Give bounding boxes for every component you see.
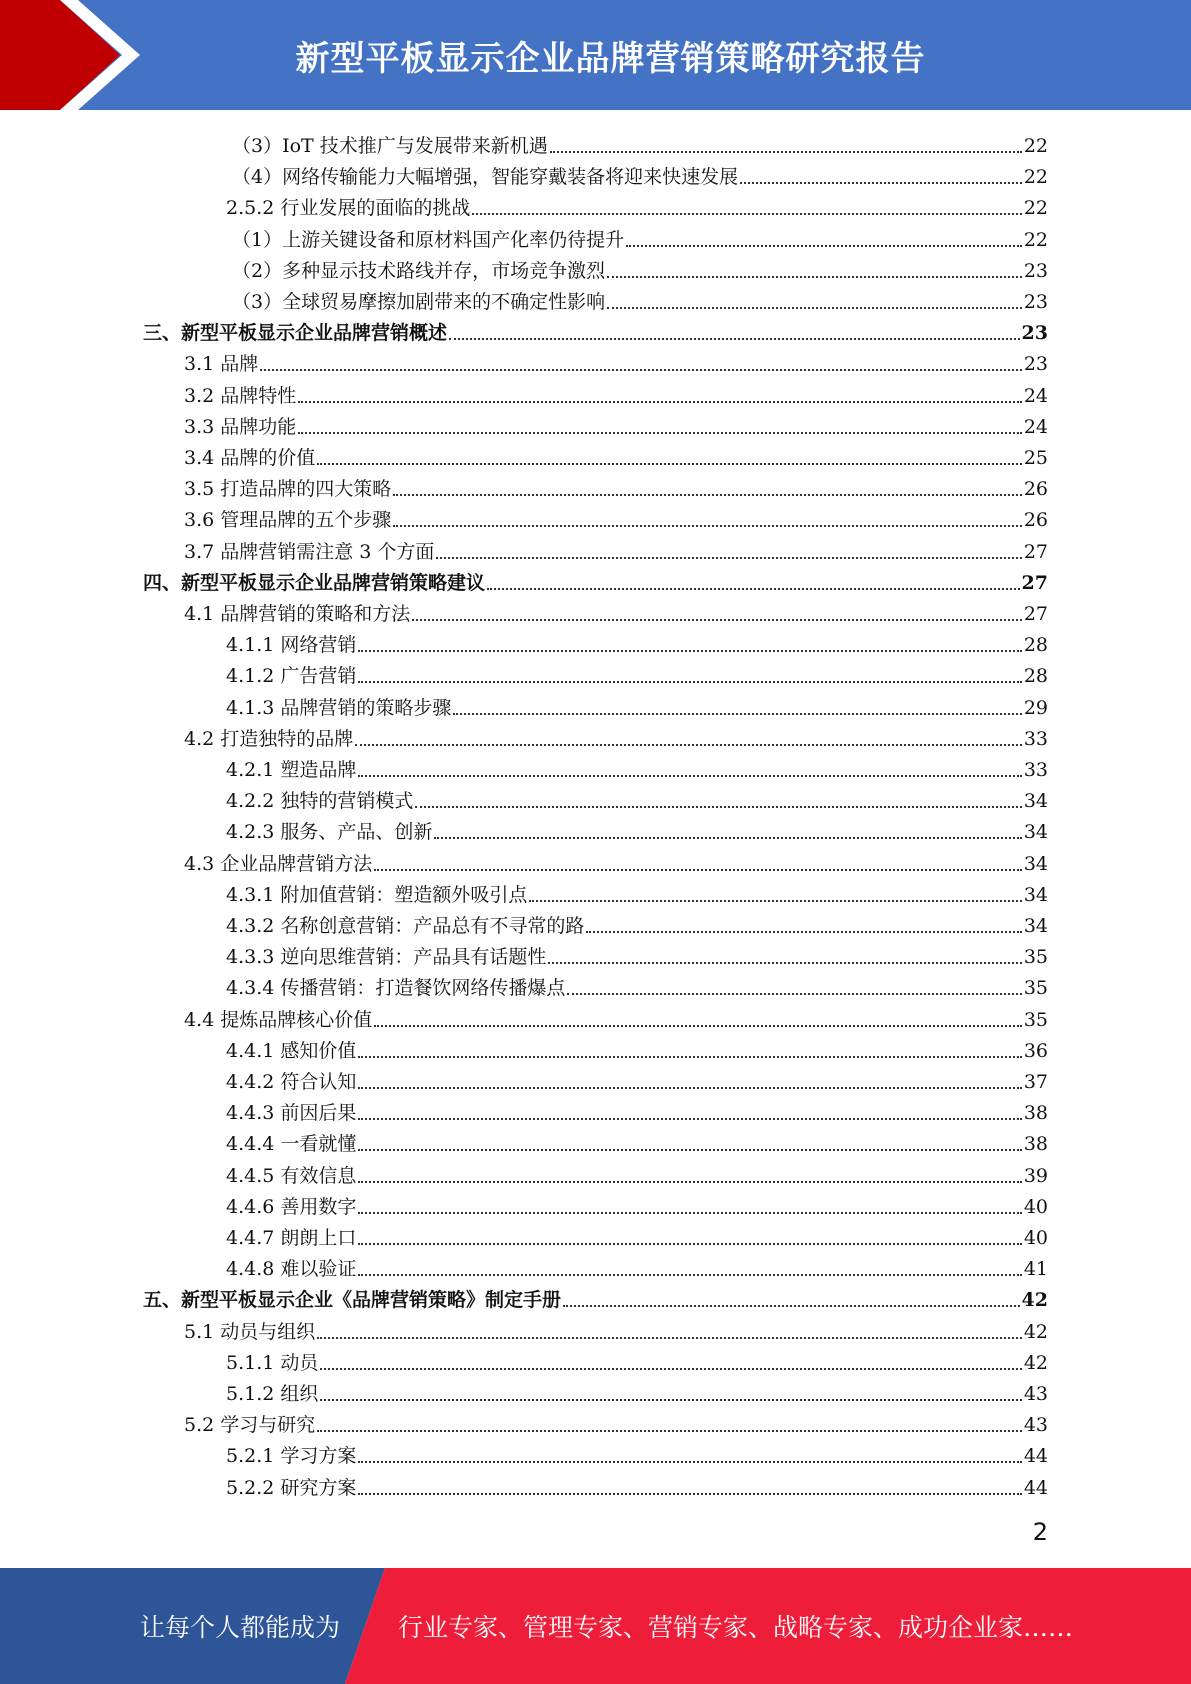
toc-entry[interactable]	[226, 1094, 1048, 1125]
toc-dot-leader	[586, 931, 1021, 933]
toc-entry-label: 4.4.3 前因后果	[226, 1102, 357, 1125]
toc-entry-label: 3.7 品牌营销需注意 3 个方面	[184, 540, 435, 563]
toc-dot-leader	[626, 245, 1022, 247]
toc-entry[interactable]	[226, 1250, 1048, 1281]
toc-entry-page: 36	[1023, 1039, 1048, 1062]
toc-entry-page: 39	[1023, 1164, 1048, 1187]
toc-entry-label: 4.1.2 广告营销	[226, 665, 357, 688]
toc-entry-label: 四、新型平板显示企业品牌营销策略建议	[143, 571, 486, 594]
page-header	[0, 0, 1191, 110]
toc-dot-leader	[453, 713, 1021, 715]
toc-dot-leader	[550, 151, 1022, 153]
toc-entry-label: 5.2 学习与研究	[184, 1414, 316, 1437]
toc-dot-leader	[317, 463, 1022, 465]
toc-entry-page: 35	[1023, 977, 1048, 1000]
toc-entry-label: 4.3.3 逆向思维营销：产品具有话题性	[226, 946, 547, 969]
toc-entry[interactable]	[232, 158, 1048, 189]
toc-entry[interactable]	[143, 1281, 1048, 1312]
toc-entry-label: （3）全球贸易摩擦加剧带来的不确定性影响	[232, 291, 606, 313]
toc-entry-page: 26	[1023, 509, 1048, 532]
toc-entry-label: 3.1 品牌	[184, 353, 259, 376]
toc-entry-label: 4.4 提炼品牌核心价值	[184, 1008, 373, 1031]
footer-slogan-left: 让每个人都能成为	[140, 1613, 341, 1642]
toc-entry[interactable]	[184, 1406, 1048, 1437]
toc-dot-leader	[317, 1337, 1022, 1339]
toc-dot-leader	[358, 1243, 1021, 1245]
toc-entry-label: 4.4.1 感知价值	[226, 1039, 357, 1062]
toc-entry-label: 5.2.2 研究方案	[226, 1476, 357, 1499]
toc-dot-leader	[358, 1181, 1021, 1183]
toc-dot-leader	[358, 1087, 1021, 1089]
toc-dot-leader	[607, 276, 1022, 278]
footer-slogan-right: 行业专家、管理专家、营销专家、战略专家、成功企业家……	[398, 1613, 1074, 1642]
toc-dot-leader	[412, 619, 1022, 621]
toc-dot-leader	[487, 588, 1020, 590]
toc-entry-page: 27	[1023, 603, 1048, 625]
toc-entry-label: 4.1 品牌营销的策略和方法	[184, 603, 411, 625]
toc-entry-page: 24	[1023, 415, 1048, 438]
toc-entry-page: 35	[1023, 1008, 1048, 1031]
toc-entry[interactable]	[226, 782, 1048, 813]
toc-entry[interactable]	[226, 626, 1048, 657]
toc-dot-leader	[358, 1274, 1021, 1276]
toc-entry-page: 27	[1023, 540, 1048, 563]
toc-entry[interactable]	[226, 813, 1048, 844]
toc-entry-label: 3.6 管理品牌的五个步骤	[184, 509, 392, 532]
toc-entry[interactable]	[226, 907, 1048, 938]
toc-entry-label: 4.3.4 传播营销：打造餐饮网络传播爆点	[226, 977, 566, 1000]
toc-dot-leader	[374, 1025, 1022, 1027]
toc-entry[interactable]	[226, 1063, 1048, 1094]
toc-dot-leader	[260, 369, 1022, 371]
toc-entry-page: 28	[1023, 665, 1048, 688]
toc-entry-page: 40	[1023, 1227, 1048, 1249]
toc-entry[interactable]	[184, 470, 1048, 501]
toc-entry-page: 33	[1023, 759, 1048, 781]
toc-entry-label: 4.1.3 品牌营销的策略步骤	[226, 696, 452, 719]
toc-entry-label: 4.4.6 善用数字	[226, 1195, 357, 1218]
toc-entry-page: 34	[1023, 915, 1048, 937]
toc-entry[interactable]	[226, 1125, 1048, 1156]
toc-entry[interactable]	[184, 845, 1048, 876]
toc-dot-leader	[393, 494, 1022, 496]
toc-entry-page: 44	[1023, 1445, 1048, 1468]
toc-entry-label: 4.3.2 名称创意营销：产品总有不寻常的路	[226, 915, 585, 937]
toc-entry[interactable]	[226, 1157, 1048, 1188]
toc-entry-label: 2.5.2 行业发展的面临的挑战	[226, 197, 471, 220]
toc-dot-leader	[358, 1149, 1021, 1151]
toc-entry[interactable]	[226, 938, 1048, 969]
toc-entry-page: 34	[1023, 821, 1048, 844]
toc-entry[interactable]	[184, 533, 1048, 564]
toc-entry-label: （2）多种显示技术路线并存，市场竞争激烈	[232, 259, 606, 282]
toc-entry-page: 37	[1023, 1071, 1048, 1093]
toc-entry-page: 23	[1023, 291, 1048, 313]
toc-dot-leader	[358, 681, 1021, 683]
toc-entry-label: 4.4.5 有效信息	[226, 1164, 357, 1187]
toc-entry-label: （3）IoT 技术推广与发展带来新机遇	[232, 135, 548, 157]
toc-entry-page: 34	[1023, 883, 1048, 906]
toc-entry[interactable]	[232, 127, 1048, 158]
toc-entry-page: 38	[1023, 1102, 1048, 1125]
toc-entry[interactable]	[226, 189, 1048, 220]
toc-entry-page: 34	[1023, 852, 1048, 875]
toc-entry-page: 23	[1023, 259, 1048, 282]
toc-entry-page: 43	[1023, 1414, 1048, 1437]
toc-entry-page: 22	[1023, 197, 1048, 220]
toc-entry[interactable]	[226, 1188, 1048, 1219]
toc-entry-page: 26	[1023, 478, 1048, 501]
toc-dot-leader	[436, 557, 1021, 559]
toc-entry-page: 29	[1023, 696, 1048, 719]
toc-entry-page: 35	[1023, 946, 1048, 969]
toc-dot-leader	[529, 900, 1021, 902]
toc-entry[interactable]	[226, 1437, 1048, 1468]
toc-entry[interactable]	[226, 1344, 1048, 1375]
toc-entry[interactable]	[226, 1219, 1048, 1250]
toc-entry[interactable]	[226, 876, 1048, 907]
toc-dot-leader	[358, 1118, 1021, 1120]
toc-entry-label: 4.2.1 塑造品牌	[226, 759, 357, 781]
toc-entry[interactable]	[226, 657, 1048, 688]
toc-entry-page: 41	[1023, 1258, 1048, 1281]
toc-dot-leader	[355, 744, 1022, 746]
toc-entry-label: 3.4 品牌的价值	[184, 447, 316, 469]
toc-entry-label: 4.2.3 服务、产品、创新	[226, 821, 433, 844]
toc-entry-label: 4.1.1 网络营销	[226, 634, 357, 657]
toc-entry-page: 22	[1023, 135, 1048, 157]
toc-dot-leader	[393, 525, 1022, 527]
toc-entry-page: 43	[1023, 1383, 1048, 1405]
toc-dot-leader	[298, 432, 1022, 434]
toc-entry-label: 4.3 企业品牌营销方法	[184, 852, 373, 875]
toc-entry-page: 34	[1023, 790, 1048, 813]
toc-entry-label: 5.1 动员与组织	[184, 1320, 316, 1343]
toc-entry[interactable]	[143, 314, 1048, 345]
toc-entry-page: 22	[1023, 166, 1048, 189]
toc-entry[interactable]	[184, 345, 1048, 376]
toc-dot-leader	[374, 869, 1022, 871]
toc-entry-page: 44	[1023, 1476, 1048, 1499]
toc-entry[interactable]	[226, 1469, 1048, 1500]
toc-dot-leader	[607, 307, 1022, 309]
toc-entry-page: 42	[1023, 1351, 1048, 1374]
toc-entry[interactable]	[184, 377, 1048, 408]
toc-dot-leader	[472, 213, 1021, 215]
report-title: 新型平板显示企业品牌营销策略研究报告	[295, 38, 926, 79]
toc-entry-page: 23	[1023, 353, 1048, 376]
toc-entry-page: 28	[1023, 634, 1048, 657]
toc-entry-label: 4.2 打造独特的品牌	[184, 727, 354, 750]
toc-dot-leader	[563, 1305, 1020, 1307]
toc-entry-label: 4.2.2 独特的营销模式	[226, 790, 414, 813]
toc-entry-label: 4.4.2 符合认知	[226, 1071, 357, 1093]
toc-dot-leader	[358, 650, 1021, 652]
toc-entry-label: 4.4.7 朗朗上口	[226, 1227, 357, 1249]
toc-entry-label: 4.4.4 一看就懂	[226, 1133, 357, 1156]
toc-entry-page: 24	[1023, 384, 1048, 407]
toc-dot-leader	[740, 182, 1022, 184]
toc-entry-page: 22	[1023, 228, 1048, 251]
toc-entry-label: 5.1.1 动员	[226, 1351, 319, 1374]
toc-dot-leader	[320, 1368, 1021, 1370]
toc-entry-page: 42	[1021, 1289, 1048, 1312]
toc-entry[interactable]	[232, 252, 1048, 283]
page-number: 2	[1032, 1518, 1048, 1546]
toc-entry[interactable]	[143, 564, 1048, 595]
toc-dot-leader	[358, 1056, 1021, 1058]
toc-dot-leader	[298, 401, 1022, 403]
toc-dot-leader	[434, 837, 1021, 839]
header-arrow-graphic	[0, 0, 150, 110]
toc-entry-label: 4.4.8 难以验证	[226, 1258, 357, 1281]
toc-entry-label: （1）上游关键设备和原材料国产化率仍待提升	[232, 228, 625, 251]
toc-dot-leader	[358, 1461, 1021, 1463]
toc-entry[interactable]	[184, 439, 1048, 470]
toc-entry-label: 五、新型平板显示企业《品牌营销策略》制定手册	[143, 1289, 562, 1312]
toc-dot-leader	[415, 806, 1021, 808]
toc-entry-page: 25	[1023, 447, 1048, 469]
toc-entry[interactable]	[226, 969, 1048, 1000]
toc-entry-label: 3.5 打造品牌的四大策略	[184, 478, 392, 501]
toc-dot-leader	[567, 993, 1021, 995]
toc-dot-leader	[320, 1399, 1021, 1401]
toc-entry[interactable]	[184, 1001, 1048, 1032]
toc-entry-page: 42	[1023, 1320, 1048, 1343]
toc-dot-leader	[548, 962, 1021, 964]
toc-dot-leader	[358, 1493, 1021, 1495]
toc-dot-leader	[358, 1212, 1021, 1214]
toc-entry[interactable]	[226, 1375, 1048, 1406]
toc-dot-leader	[358, 775, 1021, 777]
toc-entry-label: 5.2.1 学习方案	[226, 1445, 357, 1468]
toc-entry-page: 23	[1021, 322, 1048, 345]
toc-entry-page: 40	[1023, 1195, 1048, 1218]
toc-entry[interactable]	[226, 689, 1048, 720]
toc-entry[interactable]	[232, 221, 1048, 252]
toc-entry-page: 33	[1023, 727, 1048, 750]
toc-entry-label: （4）网络传输能力大幅增强，智能穿戴装备将迎来快速发展	[232, 166, 739, 189]
toc-entry-page: 38	[1023, 1133, 1048, 1156]
toc-dot-leader	[317, 1430, 1022, 1432]
toc-entry[interactable]	[184, 595, 1048, 626]
toc-entry[interactable]	[226, 751, 1048, 782]
toc-entry-label: 4.3.1 附加值营销：塑造额外吸引点	[226, 883, 528, 906]
toc-entry[interactable]	[184, 501, 1048, 532]
toc-entry[interactable]	[184, 1313, 1048, 1344]
toc-entry[interactable]	[226, 1032, 1048, 1063]
page-footer	[0, 1568, 1191, 1684]
toc-entry-label: 5.1.2 组织	[226, 1383, 319, 1405]
toc-entry-label: 3.3 品牌功能	[184, 415, 297, 438]
toc-entry-label: 3.2 品牌特性	[184, 384, 297, 407]
toc-dot-leader	[449, 338, 1020, 340]
toc-entry[interactable]	[232, 283, 1048, 314]
toc-entry[interactable]	[184, 408, 1048, 439]
toc-entry-label: 三、新型平板显示企业品牌营销概述	[143, 322, 448, 345]
toc-entry[interactable]	[184, 720, 1048, 751]
toc-entry-page: 27	[1021, 571, 1048, 594]
